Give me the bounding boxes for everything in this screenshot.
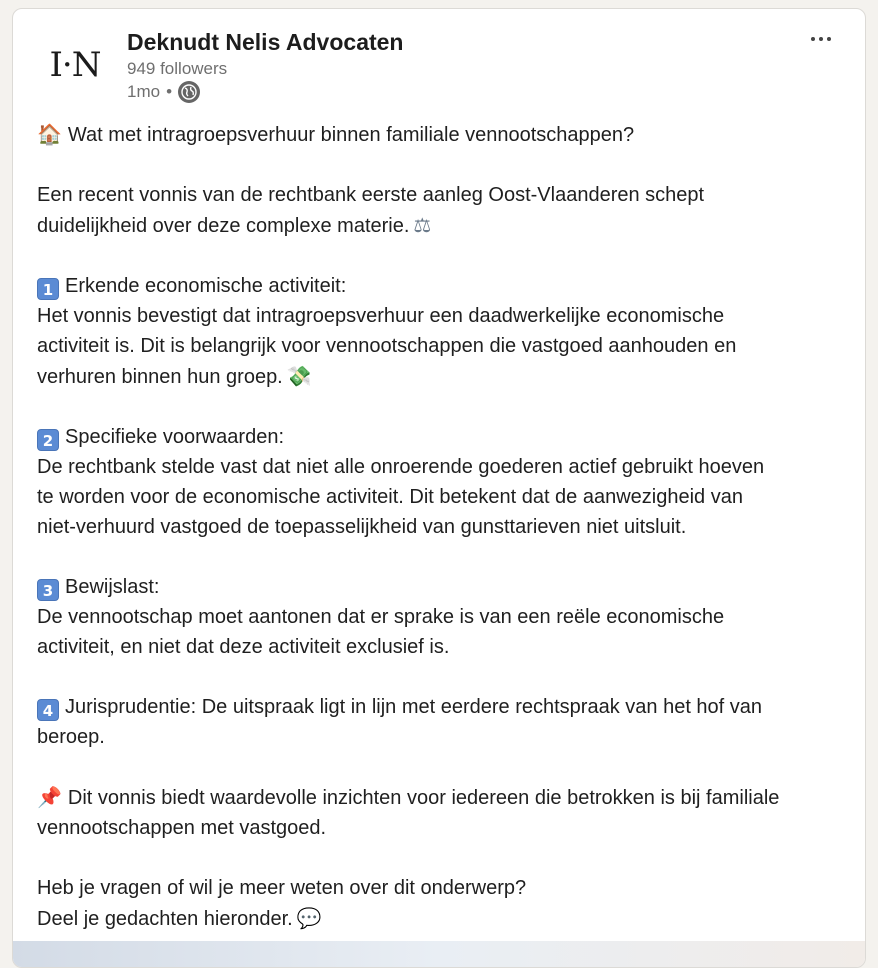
globe-icon xyxy=(178,81,200,103)
pushpin-icon: 📌 xyxy=(37,785,62,809)
post-line xyxy=(37,813,841,843)
post-text: beroep. xyxy=(37,726,105,748)
scales-icon: ⚖ xyxy=(413,213,432,237)
speech-bubble-icon: 💬 xyxy=(296,906,322,930)
post-time: 1mo xyxy=(127,82,161,101)
post-text: Dit vonnis biedt waardevolle inzichten voor iedereen die betrokken is bij familiale xyxy=(67,787,780,809)
post-line xyxy=(37,873,841,903)
post-line xyxy=(37,422,841,452)
money-icon: 💸 xyxy=(286,364,312,388)
post-text: activiteit, en niet dat deze activiteit exclusief is. xyxy=(37,636,450,658)
meta-separator: • xyxy=(166,82,173,101)
post-text: vennootschappen met vastgoed. xyxy=(37,817,327,839)
post-image-preview[interactable] xyxy=(13,941,865,967)
post-line xyxy=(37,271,841,301)
post-line xyxy=(37,452,841,482)
keycap-three-icon: 3 xyxy=(37,579,59,601)
post-text: duidelijkheid over deze complexe materie. xyxy=(37,215,410,237)
house-icon: 🏠 xyxy=(37,122,62,146)
post-line xyxy=(37,210,841,241)
more-dot-icon xyxy=(827,37,831,41)
post-line xyxy=(37,572,841,602)
post-line xyxy=(37,602,841,632)
post-text: De rechtbank stelde vast dat niet alle onroerende goederen actief gebruikt hoeven xyxy=(37,456,765,478)
more-dot-icon xyxy=(819,37,823,41)
post-text: Jurisprudentie: De uitspraak ligt in lijn met eerdere rechtspraak van het hof van xyxy=(65,696,763,718)
post-text: activiteit is. Dit is belangrijk voor vennootschappen die vastgoed aanhouden en xyxy=(37,335,737,357)
keycap-two-icon: 2 xyxy=(37,429,59,451)
post-text: verhuren binnen hun groep. xyxy=(37,366,283,388)
keycap-one-icon: 1 xyxy=(37,278,59,300)
post-body xyxy=(13,119,865,934)
post-line xyxy=(37,722,841,752)
post-line xyxy=(37,482,841,512)
post-line xyxy=(37,782,841,813)
post-line xyxy=(37,512,841,542)
post-line xyxy=(37,180,841,210)
post-text: Een recent vonnis van de rechtbank eerste aanleg Oost-Vlaanderen schept xyxy=(37,184,705,206)
post-line xyxy=(37,331,841,361)
post-text: Erkende economische activiteit: xyxy=(65,275,347,297)
post-line xyxy=(37,903,841,934)
post-text: Het vonnis bevestigt dat intragroepsverhuur een daadwerkelijke economische xyxy=(37,305,725,327)
post-text: Wat met intragroepsverhuur binnen familiale vennootschappen? xyxy=(67,124,635,146)
post-text: te worden voor de economische activiteit. Dit betekent dat de aanwezigheid van xyxy=(37,486,743,508)
follower-count: 949 followers xyxy=(127,59,228,78)
post-line xyxy=(37,632,841,662)
keycap-four-icon: 4 xyxy=(37,699,59,721)
post-text: niet-verhuurd vastgoed de toepasselijkheid van gunsttarieven niet uitsluit. xyxy=(37,516,687,538)
post-text: Specifieke voorwaarden: xyxy=(65,426,285,448)
logo-mark: I·N xyxy=(49,45,101,85)
post-line xyxy=(37,692,841,722)
post-meta xyxy=(127,81,200,103)
post-line xyxy=(37,119,841,150)
more-dot-icon xyxy=(811,37,815,41)
post-card xyxy=(12,8,866,968)
post-text: Bewijslast: xyxy=(65,576,160,598)
post-text: De vennootschap moet aantonen dat er sprake is van een reële economische xyxy=(37,606,725,628)
more-options-button[interactable] xyxy=(805,25,837,53)
post-header xyxy=(13,9,865,119)
company-logo[interactable] xyxy=(37,27,113,103)
post-line xyxy=(37,361,841,392)
post-text: Heb je vragen of wil je meer weten over dit onderwerp? xyxy=(37,877,527,899)
post-text: Deel je gedachten hieronder. xyxy=(37,908,293,930)
post-line xyxy=(37,301,841,331)
company-name[interactable]: Deknudt Nelis Advocaten xyxy=(127,29,404,55)
